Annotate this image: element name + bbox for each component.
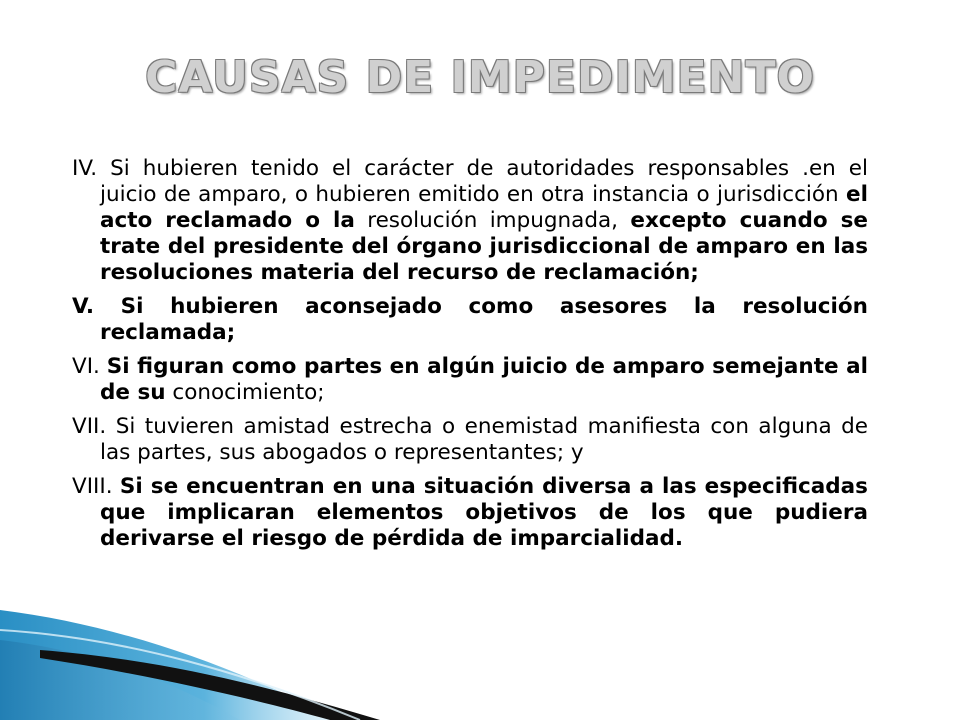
item-vi-part-1: VI. bbox=[72, 354, 107, 379]
item-iv-part-2: el acto reclamado o la bbox=[100, 182, 868, 233]
list-item-iv bbox=[72, 156, 868, 286]
item-iv-part-1: IV. Si hubieren tenido el carácter de autoridades responsables .en el juicio de amparo, o hubieren emitido en otra instancia o jurisdicción bbox=[72, 156, 868, 207]
item-v-part-1: V. Si hubieren aconsejado como asesores la resolución reclamada; bbox=[72, 294, 868, 345]
list-item-vii bbox=[72, 414, 868, 466]
item-viii-part-1: VIII. bbox=[72, 474, 120, 499]
list-item-vi bbox=[72, 354, 868, 406]
item-vi-part-3: conocimiento; bbox=[165, 380, 325, 405]
slide-title: CAUSAS DE IMPEDIMENTO bbox=[145, 52, 815, 103]
list-item-v bbox=[72, 294, 868, 346]
decorative-corner-swoosh bbox=[0, 580, 420, 720]
item-vii-part-1: VII. Si tuvieren amistad estrecha o enemistad manifiesta con alguna de las partes, sus abogados o representantes; y bbox=[72, 414, 868, 465]
item-vi-part-2: Si figuran como partes en algún juicio de amparo semejante al de su bbox=[100, 354, 868, 405]
list-item-viii bbox=[72, 474, 868, 552]
item-iv-part-3: resolución impugnada, bbox=[354, 208, 631, 233]
item-iv-part-4: excepto cuando se trate del presidente del órgano jurisdiccional de amparo en las resoluciones materia del recurso de reclamación; bbox=[100, 208, 868, 285]
slide-body bbox=[72, 156, 868, 560]
item-viii-part-2: Si se encuentran en una situación diversa a las especificadas que implicaran elementos objetivos de los que pudiera derivarse el riesgo de pérdida de imparcialidad. bbox=[100, 474, 868, 551]
